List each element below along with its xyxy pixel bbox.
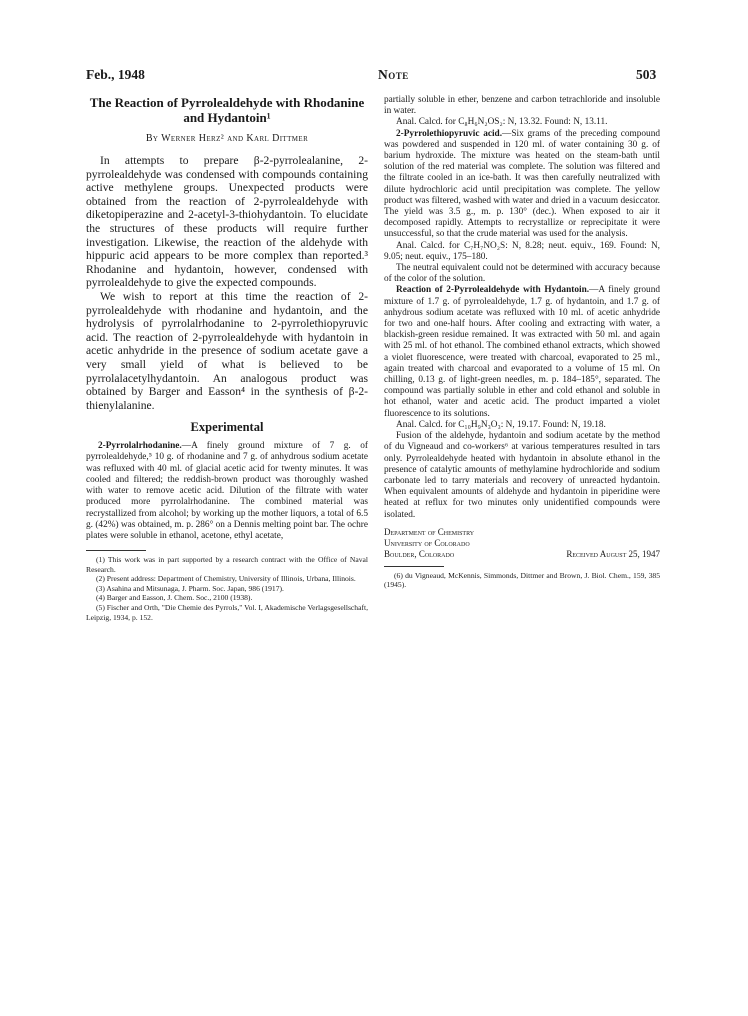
header-date: Feb., 1948	[86, 67, 145, 82]
authors: By Werner Herz² and Karl Dittmer	[145, 133, 309, 144]
experimental-paragraph-1	[86, 441, 368, 542]
neutral-equivalent-paragraph: The neutral equivalent could not be determined with accuracy because of the color of the solution.	[384, 263, 660, 285]
analysis-2: Anal. Calcd. for C₇H₇NO₂S: N, 8.28; neut. equiv., 169. Found: N, 9.05; neut. equiv., 175–180.	[384, 240, 660, 262]
received-date: Received August 25, 1947	[566, 548, 660, 559]
section-heading-experimental: Experimental	[190, 420, 264, 435]
thiopyruvic-paragraph	[384, 129, 660, 241]
run-in-heading: 2-Pyrrolethiopyruvic acid.	[396, 128, 503, 139]
footnote-3: (3) Asahina and Mitsunaga, J. Pharm. Soc. Japan, 986 (1917).	[96, 583, 284, 593]
hydantoin-reaction-paragraph	[384, 285, 660, 419]
footnote-5: (5) Fischer and Orth, "Die Chemie des Pyrrols," Vol. I, Akademische Verlagsgesellschaft, Leipzig, 1934, p. 152.	[86, 603, 368, 622]
paragraph-text: —A finely ground mixture of 1.7 g. of pyrrolealdehyde, 1.7 g. of hydantoin, and 1.7 g. of anhydrous sodium acetate was refluxed with 10 ml. of acetic anhydride for two and one-half hours. After cooling and extracting with water, a blackish-green residue remained. It was extracted with 50 ml. and again with 25 ml. of hot ethanol. The combined ethanol extracts, which showed a violet fluorescence, were treated with charcoal, evaporated to 25 ml., again treated with charcoal and evaporated to a volume of 15 ml. On chilling, 0.13 g. of light-green needles, m. p. 184–185°, separated. The compound was partially soluble in ether and cold ethanol and soluble in hot ethanol, water and acetic acid. The product imparted a violet fluorescence to its solutions.	[384, 285, 660, 419]
article-title: The Reaction of Pyrrolealdehyde with Rhodanine and Hydantoin¹	[89, 95, 365, 125]
department: Department of Chemistry	[384, 526, 475, 537]
run-in-heading: Reaction of 2-Pyrrolealdehyde with Hydantoin.	[396, 285, 590, 296]
city-received-line	[384, 549, 660, 560]
intro-paragraph-1: In attempts to prepare β-2-pyrrolealanine, 2-pyrrolealdehyde was condensed with compounds containing active methylene groups. Unexpected products were obtained from the reaction of 2-pyrrolealdehyde with diketopiperazine and 2-acetyl-3-thiohydantoin. To elucidate the structures of these products will require further investigation. Likewise, the reaction of the aldehyde with hippuric acid appears to be more complex than reported.³ Rhodanine and hydantoin, however, condensed with pyrrolealdehyde to give the expected compounds.	[86, 154, 368, 290]
footnote-2: (2) Present address: Department of Chemistry, University of Illinois, Urbana, Illinois.	[96, 574, 356, 584]
footnote-6: (6) du Vigneaud, McKennis, Simmonds, Dittmer and Brown, J. Biol. Chem., 159, 385 (1945).	[384, 570, 660, 590]
footnote-divider	[86, 550, 146, 551]
city: Boulder, Colorado	[384, 548, 455, 559]
header-page-number: 503	[636, 67, 657, 82]
analysis-1: Anal. Calcd. for C₈H₆N₂OS₂: N, 13.32. Found: N, 13.11.	[396, 117, 608, 128]
paragraph-text: —Six grams of the preceding compound was powdered and suspended in 120 ml. of water containing 30 g. of barium hydroxide. The mixture was heated on the steam-bath until solution of the red material was complete. The solution was filtered and the filtrate cooled in an ice-bath. It was then carefully neutralized with dilute hydrochloric acid until precipitation was complete. The yellow product was filtered, washed with water and dried in a vacuum desiccator. The yield was 3.5 g., m. p. 130° (dec.). When exposed to air it decomposed rapidly. Attempts to recrystallize or reprecipitate it were unsuccessful, so that the crude material was used for the analysis.	[384, 128, 660, 240]
continued-paragraph: partially soluble in ether, benzene and carbon tetrachloride and insoluble in water.	[384, 95, 660, 117]
footnote-4: (4) Barger and Easson, J. Chem. Soc., 2100 (1938).	[96, 593, 253, 603]
header-section: Note	[378, 67, 409, 82]
paragraph-text: —A finely ground mixture of 7 g. of pyrrolealdehyde,⁵ 10 g. of rhodanine and 7 g. of anhydrous sodium acetate was refluxed with 40 ml. of glacial acetic acid for twenty minutes. It was cooled and filtered; the reddish-brown product was thoroughly washed with water to remove acetic acid. Dilution of the filtrate with water produced more pyrrolalrhodanine. The combined material was recrystallized from alcohol; by working up the mother liquors, a total of 6.5 g. (42%) was obtained, m. p. 286° on a Dennis melting point bar. The ochre plates were soluble in ethanol, acetone, ethyl acetate,	[86, 441, 368, 541]
fusion-paragraph: Fusion of the aldehyde, hydantoin and sodium acetate by the method of du Vigneaud and co-workers⁶ at various temperatures resulted in tars only. Pyrrolealdehyde heated with hydantoin in absolute ethanol in the presence of catalytic amounts of methylamine hydrochloride and sodium carbonate led to tarry materials and recovery of unreacted hydantoin. When equivalent amounts of aldehyde and hydantoin in piperidine were heated at reflux for two minutes only unidentified compounds were isolated.	[384, 431, 660, 520]
intro-paragraph-2: We wish to report at this time the reaction of 2-pyrrolealdehyde with rhodanine and hydantoin, and the hydrolysis of pyrrolalrhodanine to 2-pyrrolethiopyruvic acid. The reaction of 2-pyrrolealdehyde with hydantoin in acetic anhydride in the presence of sodium acetate gave a very small yield of what is believed to be pyrrolalacetylhydantoin. An analogous product was obtained by Barger and Easson⁴ in the synthesis of β-2-thienylalanine.	[86, 289, 368, 412]
footnote-1: (1) This work was in part supported by a research contract with the Office of Naval Research.	[86, 555, 368, 574]
analysis-3: Anal. Calcd. for C₁₀H₉N₃O₃: N, 19.17. Found: N, 19.18.	[396, 419, 606, 430]
footnote-divider	[384, 566, 444, 567]
run-in-heading: 2-Pyrrolalrhodanine.	[98, 441, 182, 452]
left-column	[86, 95, 368, 622]
university-line	[384, 538, 660, 549]
right-column	[384, 95, 660, 590]
university: University of Colorado	[384, 537, 470, 548]
